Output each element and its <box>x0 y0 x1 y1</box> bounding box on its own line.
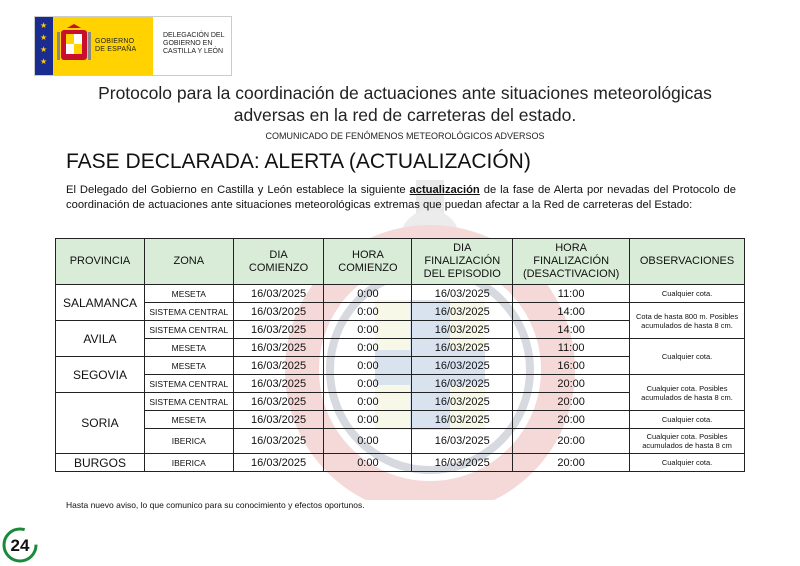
header-hora-comienzo: HORA COMIENZO <box>324 239 412 285</box>
cell-dia-comienzo: 16/03/2025 <box>233 375 324 393</box>
comunicado-subtitle: COMUNICADO DE FENÓMENOS METEOROLÓGICOS ADVERSOS <box>265 131 545 141</box>
header-hora-fin: HORA FINALIZACIÓN (DESACTIVACION) <box>513 239 630 285</box>
cell-observaciones: Cualquier cota. <box>630 411 745 429</box>
cell-zona: SISTEMA CENTRAL <box>144 375 233 393</box>
delegacion-label: DELEGACIÓN DEL GOBIERNO EN CASTILLA Y LEÓN <box>163 32 225 55</box>
cell-hora-fin: 11:00 <box>513 339 630 357</box>
cell-hora-comienzo: 0:00 <box>324 303 412 321</box>
header-observaciones: OBSERVACIONES <box>630 239 745 285</box>
cell-dia-fin: 16/03/2025 <box>412 339 513 357</box>
cell-hora-comienzo: 0:00 <box>324 339 412 357</box>
cell-dia-fin: 16/03/2025 <box>412 285 513 303</box>
header-dia-fin: DIA FINALIZACIÓN DEL EPISODIO <box>412 239 513 285</box>
cell-observaciones: Cualquier cota. Posibles acumulados de hasta 8 cm. <box>630 375 745 411</box>
table-row <box>56 411 745 429</box>
cell-dia-comienzo: 16/03/2025 <box>233 339 324 357</box>
cell-provincia: AVILA <box>56 321 145 357</box>
cell-observaciones: Cota de hasta 800 m. Posibles acumulados de hasta 8 cm. <box>630 303 745 339</box>
cell-observaciones: Cualquier cota. Posibles acumulados de hasta 8 cm <box>630 429 745 454</box>
cell-dia-comienzo: 16/03/2025 <box>233 321 324 339</box>
cell-observaciones: Cualquier cota. <box>630 285 745 303</box>
cell-zona: IBERICA <box>144 454 233 472</box>
protocol-title: Protocolo para la coordinación de actuaciones ante situaciones meteorológicas adversas en la red de carreteras del estado. <box>98 83 712 125</box>
header-zona: ZONA <box>144 239 233 285</box>
cell-hora-fin: 14:00 <box>513 321 630 339</box>
cell-zona: SISTEMA CENTRAL <box>144 321 233 339</box>
cell-hora-fin: 16:00 <box>513 357 630 375</box>
cell-dia-fin: 16/03/2025 <box>412 429 513 454</box>
cell-dia-comienzo: 16/03/2025 <box>233 393 324 411</box>
gobierno-espana-block <box>53 17 153 75</box>
cell-dia-fin: 16/03/2025 <box>412 303 513 321</box>
cell-hora-fin: 20:00 <box>513 375 630 393</box>
cell-hora-comienzo: 0:00 <box>324 375 412 393</box>
eu-stars-bar: ★ ★ ★ ★ <box>35 17 53 75</box>
cell-hora-fin: 20:00 <box>513 411 630 429</box>
cell-dia-comienzo: 16/03/2025 <box>233 454 324 472</box>
cell-hora-comienzo: 0:00 <box>324 357 412 375</box>
cell-hora-fin: 20:00 <box>513 393 630 411</box>
table-row <box>56 285 745 303</box>
cell-zona: MESETA <box>144 285 233 303</box>
cell-dia-fin: 16/03/2025 <box>412 393 513 411</box>
cell-dia-comienzo: 16/03/2025 <box>233 411 324 429</box>
alert-table <box>55 238 745 472</box>
cell-provincia: BURGOS <box>56 454 145 472</box>
gobierno-logo <box>34 16 232 76</box>
gobierno-label: GOBIERNO DE ESPAÑA <box>95 38 137 53</box>
cell-dia-comienzo: 16/03/2025 <box>233 303 324 321</box>
cell-hora-comienzo: 0:00 <box>324 429 412 454</box>
table-row <box>56 429 745 454</box>
cell-hora-comienzo: 0:00 <box>324 393 412 411</box>
cell-dia-fin: 16/03/2025 <box>412 375 513 393</box>
table-row <box>56 303 745 321</box>
coat-of-arms-icon <box>57 24 91 68</box>
news-24-badge <box>2 527 38 563</box>
cell-dia-fin: 16/03/2025 <box>412 411 513 429</box>
cell-zona: IBERICA <box>144 429 233 454</box>
cell-dia-fin: 16/03/2025 <box>412 454 513 472</box>
header-dia-comienzo: DIA COMIENZO <box>233 239 324 285</box>
cell-hora-fin: 11:00 <box>513 285 630 303</box>
fase-declarada-heading: FASE DECLARADA: ALERTA (ACTUALIZACIÓN) <box>66 150 531 173</box>
cell-hora-fin: 14:00 <box>513 303 630 321</box>
intro-paragraph: El Delegado del Gobierno en Castilla y León establece la siguiente actualización de la fase de Alerta por nevadas del Protocolo de coordinación de actuaciones ante situaciones meteorológicas extremas que puedan afectar a la Red de carreteras del Estado: <box>66 184 736 211</box>
table-header-row <box>56 239 745 285</box>
closing-note: Hasta nuevo aviso, lo que comunico para su conocimiento y efectos oportunos. <box>66 500 365 510</box>
cell-zona: MESETA <box>144 357 233 375</box>
cell-zona: SISTEMA CENTRAL <box>144 303 233 321</box>
cell-provincia: SORIA <box>56 393 145 454</box>
cell-dia-fin: 16/03/2025 <box>412 321 513 339</box>
cell-hora-fin: 20:00 <box>513 454 630 472</box>
cell-zona: MESETA <box>144 411 233 429</box>
cell-dia-comienzo: 16/03/2025 <box>233 285 324 303</box>
table-row <box>56 454 745 472</box>
cell-hora-comienzo: 0:00 <box>324 285 412 303</box>
badge-text: 24 <box>10 536 30 555</box>
cell-hora-comienzo: 0:00 <box>324 321 412 339</box>
cell-provincia: SALAMANCA <box>56 285 145 321</box>
table-row <box>56 339 745 357</box>
cell-hora-comienzo: 0:00 <box>324 411 412 429</box>
cell-zona: SISTEMA CENTRAL <box>144 393 233 411</box>
cell-observaciones: Cualquier cota. <box>630 339 745 375</box>
cell-dia-comienzo: 16/03/2025 <box>233 357 324 375</box>
cell-provincia: SEGOVIA <box>56 357 145 393</box>
cell-hora-fin: 20:00 <box>513 429 630 454</box>
cell-hora-comienzo: 0:00 <box>324 454 412 472</box>
cell-dia-fin: 16/03/2025 <box>412 357 513 375</box>
header-provincia: PROVINCIA <box>56 239 145 285</box>
table-row <box>56 375 745 393</box>
cell-zona: MESETA <box>144 339 233 357</box>
cell-dia-comienzo: 16/03/2025 <box>233 429 324 454</box>
cell-observaciones: Cualquier cota. <box>630 454 745 472</box>
